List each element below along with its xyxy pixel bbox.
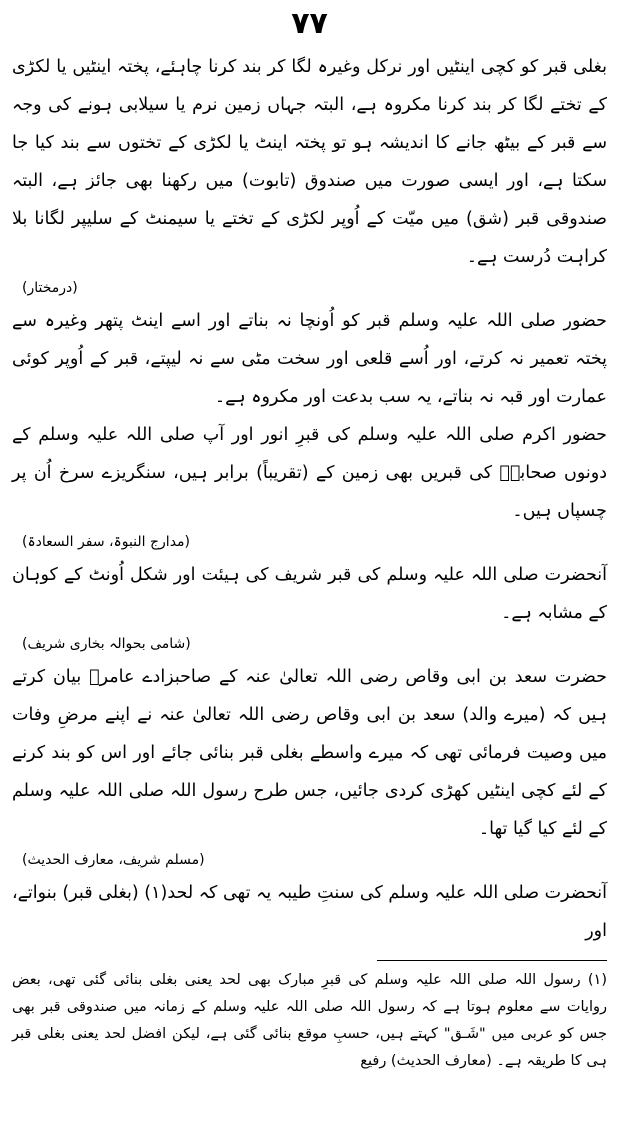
citation-text: (مدارج النبوۃ، سفر السعادۃ) xyxy=(22,534,191,550)
citation-text: (درمختار) xyxy=(22,280,78,296)
paragraph-prophet-grave: حضور اکرم صلی اللہ علیہ وسلم کی قبرِ انور اور آپ صلی اللہ علیہ وسلم کے دونوں صحابہؓ کی قبریں بھی زمین کے (تقریباً) برابر ہیں، سنگریزے سرخ اُن پر چسپاں ہیں۔ xyxy=(12,425,607,521)
citation-madarij xyxy=(12,530,607,556)
page-number: ۷۷ xyxy=(291,6,328,41)
footnote-divider xyxy=(377,960,607,961)
paragraph-saad-will: حضرت سعد بن ابی وقاص رضی اللہ تعالیٰ عنہ کے صاحبزادے عامرؒ بیان کرتے ہیں کہ (میرے والد) سعد بن ابی وقاص رضی اللہ تعالیٰ عنہ نے اپنے مرضِ وفات میں وصیت فرمائی تھی کہ میرے واسطے بغلی قبر بنائی جائے اور اس کو بند کرنے کے لئے کچی اینٹیں کھڑی کردی جائیں، جس طرح رسول اللہ صلی اللہ علیہ وسلم کے لئے کیا گیا تھا۔ xyxy=(12,667,607,839)
citation-text: (مسلم شریف، معارف الحدیث) xyxy=(22,852,205,868)
paragraph-sunnah-lahd: آنحضرت صلی اللہ علیہ وسلم کی سنتِ طیبہ یہ تھی کہ لحد(۱) (بغلی قبر) بنواتے، اور xyxy=(12,883,607,941)
citation-text: (شامی بحوالہ بخاری شریف) xyxy=(22,636,191,652)
footnote-text: (۱) رسول اللہ صلی اللہ علیہ وسلم کی قبرِ مبارک بھی لحد یعنی بغلی بنائی گئی تھی، بعض روایات سے معلوم ہوتا ہے کہ رسول اللہ صلی اللہ علیہ وسلم کے زمانہ میں صندوقی قبر بھی جس کو عربی میں "شَـق" کہتے ہیں، حسبِ موقع بنائی گئی ہے، لیکن افضل لحد یعنی بغلی قبر ہی کا طریقہ ہے۔ (معارف الحدیث) رفیع xyxy=(12,972,607,1069)
paragraph-lahd-closing: بغلی قبر کو کچی اینٹیں اور نرکل وغیرہ لگا کر بند کرنا چاہئے، پختہ اینٹیں یا لکڑی کے تختے لگا کر بند کرنا مکروہ ہے، البتہ جہاں زمین نرم یا سیلابی ہونے کی وجہ سے قبر کے بیٹھ جانے کا اندیشہ ہو تو پختہ اینٹ یا لکڑی کے تختوں سے بند کیا جا سکتا ہے، اور ایسی صورت میں صندوق (تابوت) میں رکھنا بھی جائز ہے، البتہ صندوقی قبر (شق) میں میّت کے اُوپر لکڑی کے تختے یا سیمنٹ کے سلیپر لگانا بلا کراہت دُرست ہے۔ xyxy=(12,57,607,267)
citation-durr-mukhtar xyxy=(12,276,607,302)
citation-shami xyxy=(12,632,607,658)
paragraph-grave-shape: آنحضرت صلی اللہ علیہ وسلم کی قبر شریف کی ہیئت اور شکل اُونٹ کے کوہان کے مشابہ ہے۔ xyxy=(12,565,607,623)
paragraph-grave-height: حضور صلی اللہ علیہ وسلم قبر کو اُونچا نہ بناتے اور اسے اینٹ پتھر وغیرہ سے پختہ تعمیر نہ کرتے، اور اُسے قلعی اور سخت مٹی سے نہ لیپتے، قبر کے اُوپر کوئی عمارت اور قبہ نہ بناتے، یہ سب بدعت اور مکروہ ہے۔ xyxy=(12,311,607,407)
citation-muslim xyxy=(12,848,607,874)
